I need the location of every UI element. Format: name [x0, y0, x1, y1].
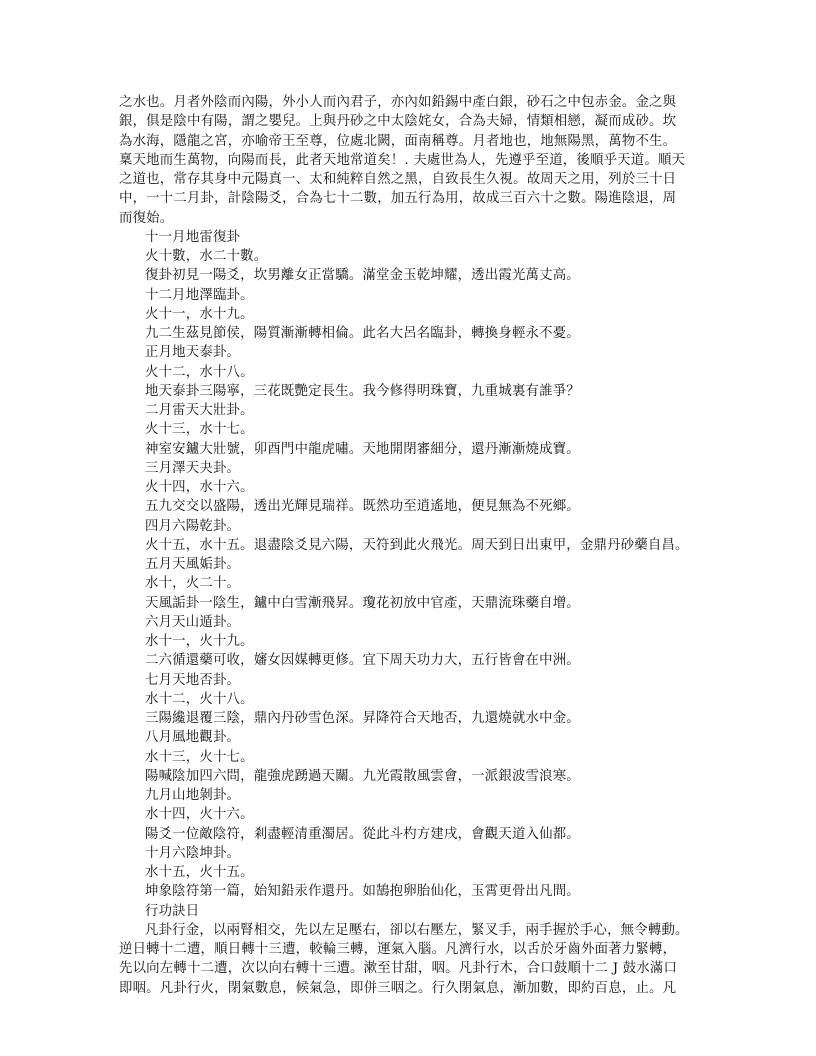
verse-line: 三陽纔退覆三陰，鼎內丹砂雪色深。昇降符合天地否，九還燒就水中金。: [145, 711, 580, 726]
text-line: 即咽。凡卦行火，閉氣數息，候氣急，即併三咽之。行久閉氣息，漸加數，即約百息，止。凡: [119, 980, 677, 996]
text-line: 水十四，火十六。: [145, 807, 254, 823]
section-heading: 四月六陽乾卦。: [145, 518, 241, 534]
text-line: 先以向左轉十二遭，次以向右轉十三遭。漱至甘甜，咽。凡卦行木，合口鼓順十二 J 鼓水滿口: [119, 961, 678, 977]
verse-line: 五九交交以盛陽，透出光輝見瑞祥。既然功至逍遙地，便見無為不死鄉。: [145, 499, 580, 515]
text-line: 中，一十二月卦，計陰陽爻，合為七十二數，加五行為用，故成三百六十之數。陽進陰退，周: [119, 191, 677, 207]
verse-line: 復卦初見一陽爻，坎男離女正當驕。滿堂金玉乾坤耀，透出霞光萬丈高。: [145, 268, 580, 284]
section-heading: 十一月地雷復卦: [145, 229, 241, 245]
text-line: 火十二，水十八。: [145, 364, 254, 380]
text-line: 水十一，火十九。: [145, 634, 254, 649]
section-heading: 九月山地剝卦。: [145, 788, 241, 803]
section-heading: 二月雷天大壯卦。: [145, 403, 254, 418]
text-line: 火十四，水十六。: [145, 480, 254, 495]
verse-line: 陽喊陰加四六問，龍強虎踴過天關。九光霞散風雲會，一派銀波雪浪寒。: [145, 768, 580, 784]
section-heading: 六月天山遁卦。: [145, 614, 241, 630]
section-heading: 三月澤天夬卦。: [145, 460, 241, 476]
text-line: 火十一，水十九。: [145, 306, 254, 322]
document-page: [119, 93, 699, 998]
verse-line: 九二生茲見節侯，陽質漸漸轉相倫。此名大呂名臨卦，轉換身輕永不憂。: [145, 326, 580, 341]
text-line: 而復始。: [119, 210, 174, 226]
text-line: 之道也，常存其身中元陽真一、太和純粹自然之黑，自致長生久視。故周天之用，列於三十日: [119, 172, 677, 187]
section-heading: 八月風地觀卦。: [145, 730, 241, 746]
verse-line: 陽爻一位敵陰符，剎盡輕清重濁居。從此斗杓方建戌，會觀天道入仙都。: [145, 826, 580, 842]
text-line: 水十五，火十五。: [145, 865, 254, 880]
section-heading: 行功訣日: [145, 903, 200, 919]
verse-line: 天風詬卦一陰生，鑪中白雪漸飛昇。瓊花初放中官產，天鼎流珠藥自增。: [145, 595, 580, 611]
verse-line: 神室安鑪大壯號，卯酉門中龍虎嘯。天地開閉審細分，還丹漸漸燒成寶。: [145, 441, 580, 457]
text-line: 銀，俱是陰中有陽，謂之嬰兒。上與丹砂之中太陰姹女，合為夫婦，情類相戀，凝而成砂。坎: [119, 114, 677, 130]
text-line: 為水海，隱龍之宮，亦喻帝王至尊，位處北闕，面南稱尊。月者地也，地無陽黑，萬物不生。: [119, 133, 677, 149]
text-line: 稟天地而生萬物，向陽而長，此者天地常道矣！. 夫處世為人，先遵乎至道，後順乎天道。順天: [119, 152, 686, 168]
text-line: 火十數，水二十數。: [145, 249, 268, 264]
section-heading: 十二月地澤臨卦。: [145, 287, 254, 303]
section-heading: 十月六陰坤卦。: [145, 845, 241, 861]
section-heading: 七月天地否卦。: [145, 672, 241, 688]
text-line: 水十二，火十八。: [145, 691, 254, 707]
text-line: 火十三，水十七。: [145, 422, 254, 438]
section-heading: 正月地天泰卦。: [145, 345, 241, 361]
verse-line: 二六循還藥可收，嬸女因媒轉更修。宜下周天功力大，五行皆會在中洲。: [145, 653, 580, 669]
text-line: 之水也。月者外陰而內陽，外小人而內君子，亦內如鉛錫中產白銀，砂石之中包赤金。金之與: [119, 95, 677, 110]
text-line: 凡卦行金，以兩腎相交，先以左足壓右，卻以右壓左，緊叉手，兩手握於手心，無令轉動。: [145, 922, 689, 938]
text-line: 逆日轉十二遭，順日轉十三遭，較輪三轉，運氣入腦。凡濟行水，以舌於牙齒外面著力緊轉，: [119, 942, 677, 957]
text-line: 水十，火二十。: [145, 576, 241, 592]
section-heading: 五月天風姤卦。: [145, 557, 241, 572]
text-line: 水十三，火十七。: [145, 749, 254, 765]
verse-line: 坤象陰符第一篇，始知鉛汞作還丹。如鵠抱卵胎仙化，玉霄更骨出凡間。: [145, 884, 580, 900]
verse-line: 火十五，水十五。退盡陰爻見六陽，天符到此火飛光。周天到日出東甲，金鼎丹砂藥自昌。: [145, 537, 689, 553]
verse-line: 地天泰卦三陽寧，三花既艷定長生。我今修得明珠寶，九重城裏有誰爭？: [145, 383, 580, 399]
